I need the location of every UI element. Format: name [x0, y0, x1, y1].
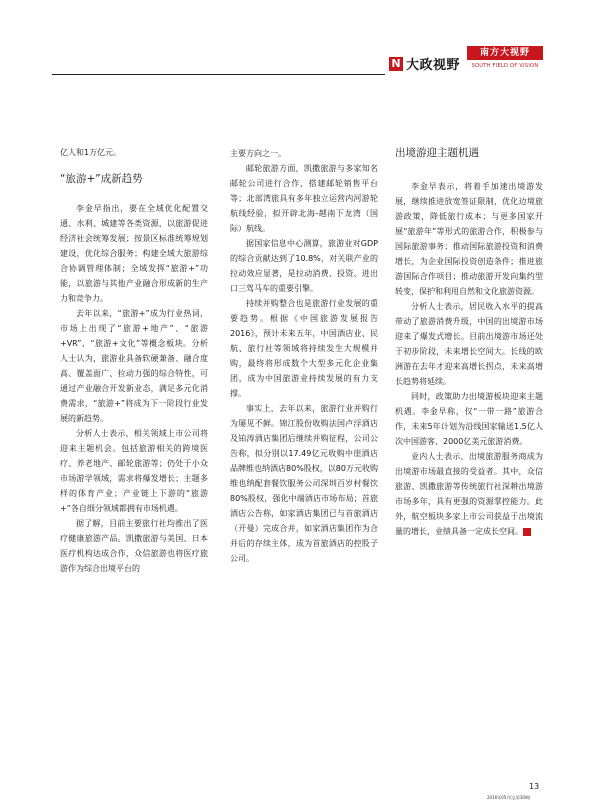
paragraph: 主要方向之一。 [230, 149, 286, 158]
paragraph: 去年以来，“旅游+”成为行业热词，市场上出现了“旅游+地产”、“旅游+VR”、“旅游+文化”等概念板块。分析人士认为，旅游业具备软硬兼备、融合度高、覆盖面广、拉动力强的综合特性，可通过产业融合开发新业态，满足多元化消费需求，“旅游+”将成为下一阶段行业发展的新趋势。 [60, 309, 208, 423]
paragraph: 事实上，去年以来，旅游行业并购行为屡见不鲜。锦江股份收购法国卢浮酒店及铂涛酒店集团后继续并购征程，公司公告称，拟分别以17.49亿元收购中崖酒店品牌维也纳酒店80%股权，以80万元收购维也纳配套餐饮服务公司深圳百岁村餐饮80%股权，强化中端酒店市场布局；首旅酒店公告称，如家酒店集团已与首旅酒店（开曼）完成合并，如家酒店集团作为合并后的存续主体，成为首旅酒店的控股子公司。 [230, 404, 378, 563]
paragraph: 李金早表示，将着手加速出境游发展，继续推进放宽签证限制，优化边境旅游政策，降低旅行成本；与更多国家开展“旅游年”等形式的旅游合作，积极参与国际旅游事务；推动国际旅游投资和消费增长，为企业国际投资创造条件；推进旅游国际合作项目；推动旅游开发向集约型转变，保护和利用自然和文化旅游资源。 [395, 182, 543, 296]
column-left [60, 145, 208, 576]
paragraph: 同时，政策助力出境游板块迎来主题机遇。李金早称，仅“一带一路”旅游合作，未来5年计划为沿线国家输送1.5亿人次中国游客、2000亿美元旅游消费。 [395, 392, 543, 446]
section-heading: 出境游迎主题机遇 [395, 147, 479, 159]
section-heading: “旅游+”成新趋势 [60, 173, 143, 185]
paragraph [395, 449, 543, 539]
paragraph-text: 业内人士表示，出境旅游服务商成为出境游市场最直接的受益者。其中，众信旅游、凯撒旅游等传统旅行社深耕出境游市场多年，具有更强的资源掌控能力。此外，航空板块多家上市公司获益于出境流量的增长，业绩具备一定成长空间。 [395, 452, 543, 536]
paragraph: 分析人士表示，相关领域上市公司将迎来主题机会。包括旅游相关的跨境医疗、养老地产、邮轮旅游等；仍处于小众市场游学领域，需求将爆发增长；主题多样的体育产业；产业链上下游的“旅游+”各自细分领域都拥有市场机遇。 [60, 429, 208, 513]
section-label [467, 46, 543, 74]
magazine-logo-icon: N [389, 57, 403, 71]
page-header [0, 46, 595, 76]
brand-title: 大政视野 [406, 58, 461, 73]
paragraph: 据国家信息中心测算，旅游业对GDP的综合贡献达到了10.8%，对关联产业的拉动效应显著，是拉动消费、投资、进出口三驾马车的重要引擎。 [230, 239, 378, 293]
column-middle [230, 146, 378, 566]
page-number: 13 [529, 782, 540, 791]
section-title-en: SOUTH FIELD OF VISION [471, 63, 539, 69]
brand [389, 54, 460, 73]
end-mark-icon: N [523, 528, 531, 536]
header-rule [52, 74, 385, 75]
column-right [395, 146, 543, 539]
issue-label: 2016年05月(总第30期) [487, 795, 531, 800]
paragraph: 据了解，目前主要旅行社均推出了医疗健康旅游产品。凯撒旅游与美国、日本医疗机构达成合作，众信旅游也将医疗旅游作为综合出境平台的 [60, 519, 208, 573]
paragraph: 李金早指出，要在全域优化配置交通、水利、城建等各类资源，以旅游促进经济社会统筹发展；按景区标准统筹规划建设，优化综合服务；构建全域大旅游综合协调管理体制；全域发挥“旅游+”功能，以旅游与其他产业融合形成新的生产力和竞争力。 [60, 204, 208, 303]
paragraph: 持续并购整合也是旅游行业发展的重要趋势。根据《中国旅游发展报告2016》，预计未来五年，中国酒店业、民航、旅行社等领域将持续发生大规模并购，最终将形成数个大型多元化企业集团，成为中国旅游业持续发展的有力支撑。 [230, 299, 378, 398]
paragraph: 亿人和1万亿元。 [60, 148, 122, 157]
paragraph: 分析人士表示，居民收入水平的提高带动了旅游消费升级，中国的出境游市场迎来了爆发式增长。目前出境游市场还处于初步阶段，未来增长空间大。长线的欧洲游在去年才迎来高增长拐点，未来高增长趋势将延续。 [395, 302, 543, 386]
section-title-cn: 南方大视野 [467, 46, 543, 60]
paragraph: 邮轮旅游方面，凯撒旅游与多家知名邮轮公司进行合作，搭建邮轮销售平台等；北部湾旅具有多年独立运营内河游轮航线经验，拟开辟北海-越南下龙湾（国际）航线。 [230, 164, 378, 233]
